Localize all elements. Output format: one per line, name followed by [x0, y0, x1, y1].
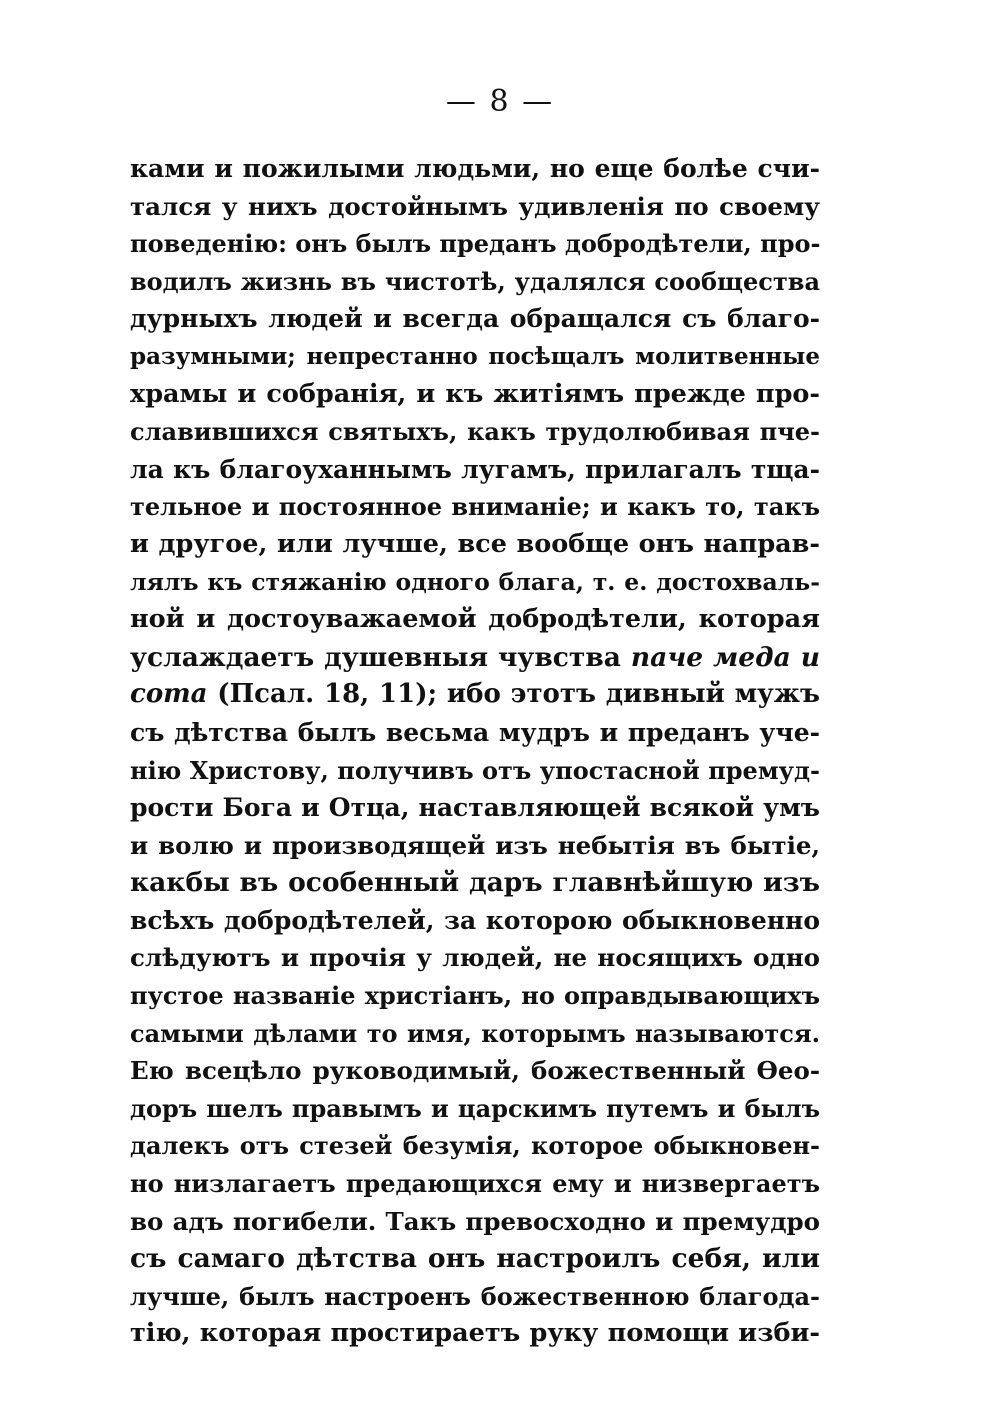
text-segment: тельное и постоянное вниманіе; и какъ то, такъ: [130, 492, 820, 522]
text-line: [130, 1278, 820, 1316]
text-segment: самыми дѣлами то имя, которымъ называются.: [130, 1018, 820, 1048]
text-segment: и другое, или лучше, все вообще онъ направ-: [130, 528, 820, 559]
text-line: [130, 601, 820, 639]
text-line: [130, 1090, 820, 1128]
text-line: [130, 1015, 820, 1053]
text-segment: пустое названіе христіанъ, но оправдывающихъ: [130, 981, 820, 1011]
text-line: [130, 413, 820, 451]
text-segment: слѣдуютъ и прочія у людей, не носящихъ одно: [130, 943, 820, 973]
text-segment: водилъ жизнь въ чистотѣ, удалялся сообщества: [130, 266, 820, 296]
text-line: [130, 263, 820, 301]
text-line: [130, 188, 820, 226]
italic-quote-segment: сота: [130, 679, 208, 710]
text-line: [130, 827, 820, 865]
text-line: [130, 150, 820, 188]
text-line: [130, 225, 820, 263]
text-segment: лялъ къ стяжанію одного блага, т. е. достохваль-: [130, 567, 820, 596]
text-segment: храмы и собранія, и къ житіямъ прежде про-: [130, 378, 820, 409]
text-segment: Ею всецѣло руководимый, божественный Ѳео-: [130, 1056, 820, 1086]
text-line: [130, 1203, 820, 1241]
text-segment: во адъ погибели. Такъ превосходно и премудро: [130, 1206, 820, 1236]
text-segment: тію, которая простираетъ руку помощи изби-: [130, 1318, 820, 1349]
text-segment: дурныхъ людей и всегда обращался съ благо-: [130, 304, 820, 334]
text-line: [130, 1240, 820, 1278]
text-segment: какбы въ особенный даръ главнѣйшую изъ: [130, 867, 820, 899]
text-segment: поведенію: онъ былъ преданъ добродѣтели, про-: [130, 229, 820, 259]
text-line: [130, 376, 820, 414]
text-line: [130, 300, 820, 338]
text-line: [130, 939, 820, 977]
text-segment: и волю и производящей изъ небытія въ бытіе,: [130, 830, 820, 860]
text-line: [130, 1315, 820, 1353]
text-segment: рости Бога и Отца, наставляющей всякой умъ: [130, 793, 820, 823]
text-line: [130, 714, 820, 752]
text-line: [130, 789, 820, 827]
text-segment: ной и достоуважаемой добродѣтели, которая: [130, 604, 820, 635]
text-segment: съ самаго дѣтства онъ настроилъ себя, или: [130, 1243, 820, 1275]
text-segment: далекъ отъ стезей безумія, которое обыкновен-: [130, 1131, 820, 1161]
text-segment: разумными; непрестанно посѣщалъ молитвенные: [130, 342, 820, 370]
text-segment: но низлагаетъ предающихся ему и низвергаетъ: [130, 1169, 820, 1199]
text-segment: ла къ благоуханнымъ лугамъ, прилагалъ тща-: [130, 454, 820, 484]
text-line: [130, 488, 820, 526]
text-line: [130, 1052, 820, 1090]
text-segment: лучше, былъ настроенъ божественною благода-: [130, 1281, 820, 1311]
text-line: [130, 1165, 820, 1203]
text-segment: всѣхъ добродѣтелей, за которою обыкновенно: [130, 905, 820, 935]
text-line: [130, 902, 820, 940]
text-segment: ками и пожилыми людьми, но еще болѣе счи-: [130, 154, 820, 183]
text-line: [130, 451, 820, 489]
italic-quote-segment: паче меда и: [630, 641, 820, 673]
text-line: [130, 1127, 820, 1165]
text-line: [130, 639, 820, 677]
text-line: [130, 526, 820, 564]
text-line: [130, 752, 820, 790]
text-segment: (Псал. 18, 11); ибо этотъ дивный мужъ: [207, 679, 820, 710]
text-segment: доръ шелъ правымъ и царскимъ путемъ и былъ: [130, 1093, 820, 1123]
text-segment: услаждаетъ душевныя чувства: [130, 641, 631, 673]
text-line: [130, 676, 820, 714]
text-line: [130, 564, 820, 602]
text-line: [130, 338, 820, 376]
body-text: [130, 150, 820, 1353]
page-number: — 8 —: [445, 84, 555, 119]
text-line: [130, 864, 820, 902]
text-segment: съ дѣтства былъ весьма мудръ и преданъ уче-: [130, 717, 820, 747]
text-segment: тался у нихъ достойнымъ удивленія по своему: [130, 191, 820, 221]
text-segment: славившихся святыхъ, какъ трудолюбивая пче-: [130, 417, 820, 447]
text-line: [130, 977, 820, 1015]
text-segment: нію Христову, получивъ отъ упостасной премуд-: [130, 755, 820, 785]
